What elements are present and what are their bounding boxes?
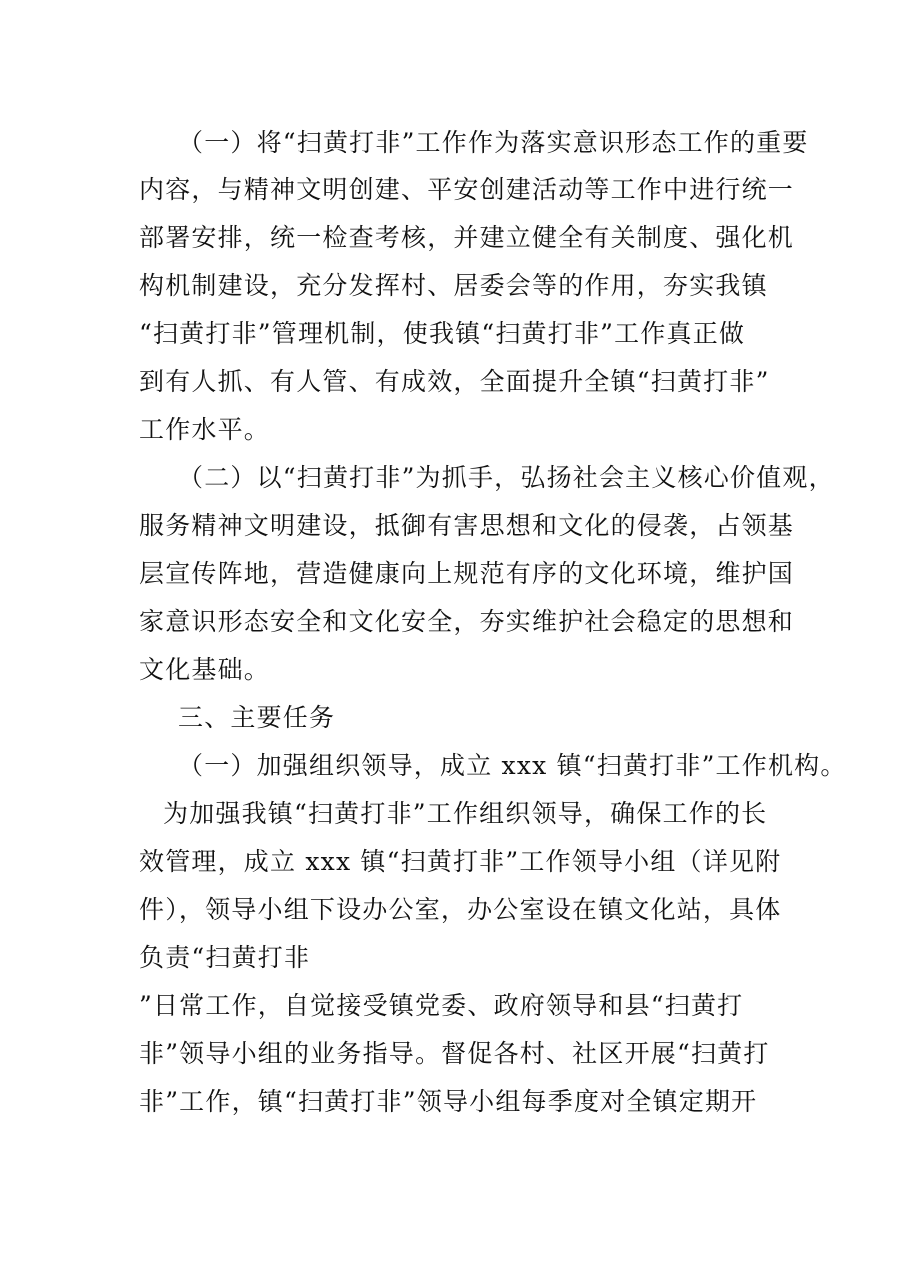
text-line: （二）以“扫黄打非”为抓手，弘扬社会主义核心价值观， — [178, 463, 835, 492]
text-line: 负责“扫黄打非 — [139, 943, 311, 972]
text-line: 件），领导小组下设办公室，办公室设在镇文化站，具体 — [139, 895, 782, 924]
text-line: 家意识形态安全和文化安全，夯实维护社会稳定的思想和 — [139, 607, 795, 636]
text-line: 部署安排，统一检查考核，并建立健全有关制度、强化机 — [139, 223, 795, 252]
text-line: ”日常工作，自觉接受镇党委、政府领导和县“扫黄打 — [139, 991, 744, 1020]
text-line: 构机制建设，充分发挥村、居委会等的作用，夯实我镇 — [139, 271, 768, 300]
text-line: 层宣传阵地，营造健康向上规范有序的文化环境，维护国 — [139, 559, 795, 588]
text-line: 非”工作，镇“扫黄打非”领导小组每季度对全镇定期开 — [139, 1087, 758, 1116]
text-line: 服务精神文明建设，抵御有害思想和文化的侵袭，占领基 — [139, 511, 795, 540]
text-line: 内容，与精神文明创建、平安创建活动等工作中进行统一 — [139, 175, 795, 204]
text-line: （一）将“扫黄打非”工作作为落实意识形态工作的重要 — [178, 128, 809, 157]
text-line: 非”领导小组的业务指导。督促各村、社区开展“扫黄打 — [139, 1039, 770, 1068]
text-line: 效管理，成立 xxx 镇“扫黄打非”工作领导小组（详见附 — [139, 847, 782, 876]
text-line: 到有人抓、有人管、有成效，全面提升全镇“扫黄打非” — [139, 367, 770, 396]
text-line: 工作水平。 — [139, 415, 271, 444]
text-line: “扫黄打非”管理机制，使我镇“扫黄打非”工作真正做 — [139, 319, 746, 348]
section-heading: 三、主要任务 — [178, 703, 336, 732]
text-line: 文化基础。 — [139, 655, 271, 684]
text-line: 为加强我镇“扫黄打非”工作组织领导，确保工作的长 — [163, 799, 768, 828]
subsection-heading: （一）加强组织领导，成立 xxx 镇“扫黄打非”工作机构。 — [178, 751, 847, 780]
